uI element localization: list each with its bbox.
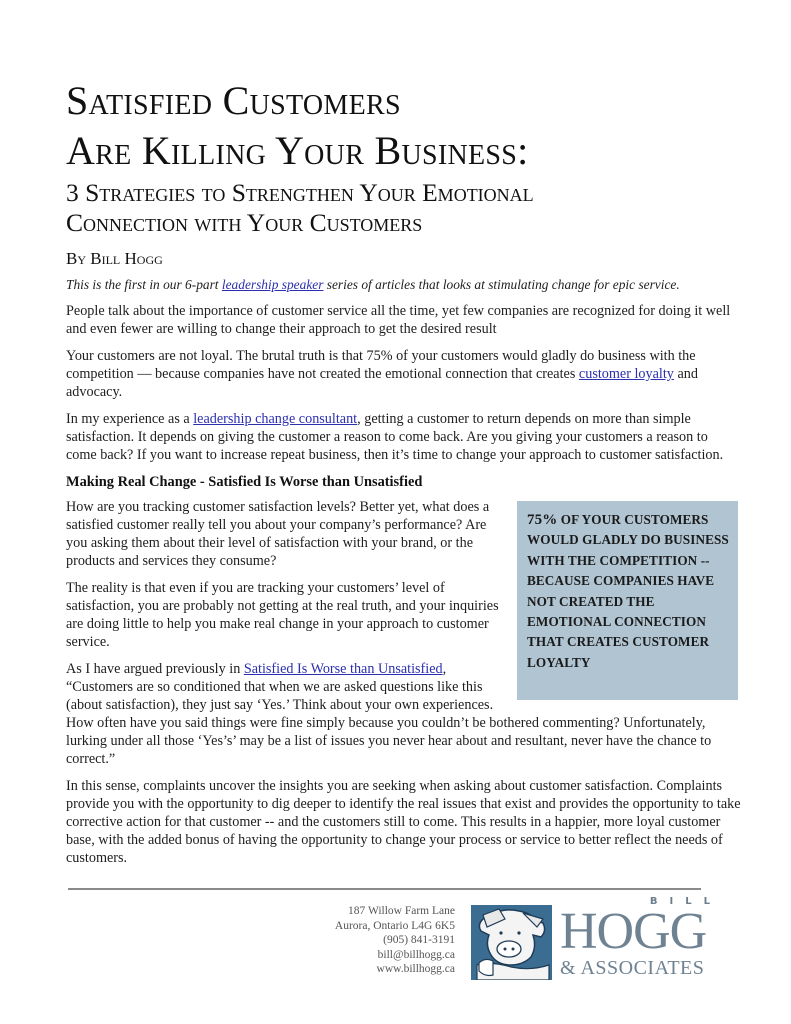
c3-text-before: As I have argued previously in: [66, 661, 244, 677]
quote-continuation: this (about satisfaction), they just say ‘Yes.’ Think about your own experiences. How often have you said things were fine simply because you couldn’t be bothered commenting? Unfortunately, lurking under all those ‘Yes’s’ may be a list of issues you never hear about and resultant, never have the chance to correct.”: [66, 679, 712, 767]
subtitle-line-1: 3 Strategies to Strengthen Your Emotional: [66, 178, 534, 207]
address-city: Aurora, Ontario L4G 6K5: [334, 919, 455, 932]
leadership-speaker-link[interactable]: leadership speaker: [221, 277, 324, 292]
title-line-1: Satisfied Customers: [66, 78, 401, 123]
paragraph-1: People talk about the importance of customer service all the time, yet few companies are recognized for doing it well and even fewer are willing to change their approach to get the desired result: [66, 303, 731, 337]
callout-lead: 75%: [527, 512, 558, 528]
logo-associates: & ASSOCIATES: [560, 957, 705, 979]
customer-loyalty-link[interactable]: customer loyalty: [578, 366, 674, 382]
satisfied-is-worse-link[interactable]: Satisfied Is Worse than Unsatisfied: [243, 661, 443, 677]
p2-text-before: Your customers are not loyal. The brutal truth is that 75% of your customers would gladly do business with the competition — because companies have not created the emotional connection that creates: [66, 348, 696, 382]
address-street: 187 Willow Farm Lane: [348, 905, 455, 917]
pig-logo-icon: [471, 905, 552, 980]
address-phone: (905) 841-3191: [383, 934, 455, 947]
footer-address: [335, 904, 455, 977]
logo-wordmark: [560, 896, 722, 979]
p3-text-before: In my experience as a: [66, 411, 194, 427]
section-heading: Making Real Change - Satisfied Is Worse than Unsatisfied: [66, 474, 423, 490]
c3-line-2: “Customers are so conditioned that when we are asked questions like: [66, 679, 459, 695]
article-body: [66, 276, 742, 876]
leadership-change-consultant-link[interactable]: leadership change consultant: [193, 411, 358, 427]
intro-text-before: This is the first in our 6-part: [66, 277, 222, 292]
pull-quote-callout: [517, 501, 738, 700]
callout-text: [527, 510, 730, 673]
paragraph-2: [66, 347, 742, 401]
footer-divider: [68, 888, 701, 890]
section-paragraph-2: The reality is that even if you are tracking your customers’ level of satisfaction, you are probably not getting at the real truth, and your inquiries are doing little to help you make real change in your approach to customer service.: [66, 580, 499, 650]
section-paragraph-1: How are you tracking customer satisfaction levels? Better yet, what does a satisfied customer really tell you about your company’s performance? Are you asking them about their level of satisfaction with your brand, or the products and services they consume?: [66, 499, 490, 569]
paragraph-5: In this sense, complaints uncover the insights you are seeking when asking about customer satisfaction. Complaints provide you with the opportunity to dig deeper to identify the real issues that exist and provides the opportunity to take corrective action for that customer -- and the customers still to come. This results in a happier, more loyal customer base, with the added bonus of having the opportunity to change your process or service to better reflect the needs of customers.: [66, 778, 741, 866]
callout-body: OF YOUR CUSTOMERS WOULD GLADLY DO BUSINESS WITH THE COMPETITION --BECAUSE COMPANIES HAVE NOT CREATED THE EMOTIONAL CONNECTION THAT CREATES CUSTOMER LOYALTY: [527, 512, 729, 670]
subtitle-line-2: Connection with Your Customers: [66, 208, 423, 237]
address-email[interactable]: bill@billhogg.ca: [377, 948, 455, 961]
byline: By Bill Hogg: [66, 249, 163, 268]
paragraph-3: [66, 410, 742, 464]
p3-text-after: , getting a customer to return depends on more than simple satisfaction. It depends on giving the customer a reason to come back. Are you giving your customers a reason to come back? If you want to increase repeat business, then it’s time to change your approach to customer satisfaction.: [66, 411, 724, 463]
pig-illustration: [471, 905, 552, 980]
logo-bill: BILL: [649, 896, 722, 907]
intro-text-after: series of articles that looks at stimulating change for epic service.: [323, 277, 680, 292]
p2-text-after: and advocacy.: [66, 366, 698, 400]
title-line-2: Are Killing Your Business:: [66, 128, 529, 173]
c3-text-after: ,: [442, 661, 447, 677]
logo-hogg: HOGG: [560, 903, 707, 960]
address-website[interactable]: www.billhogg.ca: [376, 963, 455, 976]
intro-paragraph: [66, 276, 742, 294]
